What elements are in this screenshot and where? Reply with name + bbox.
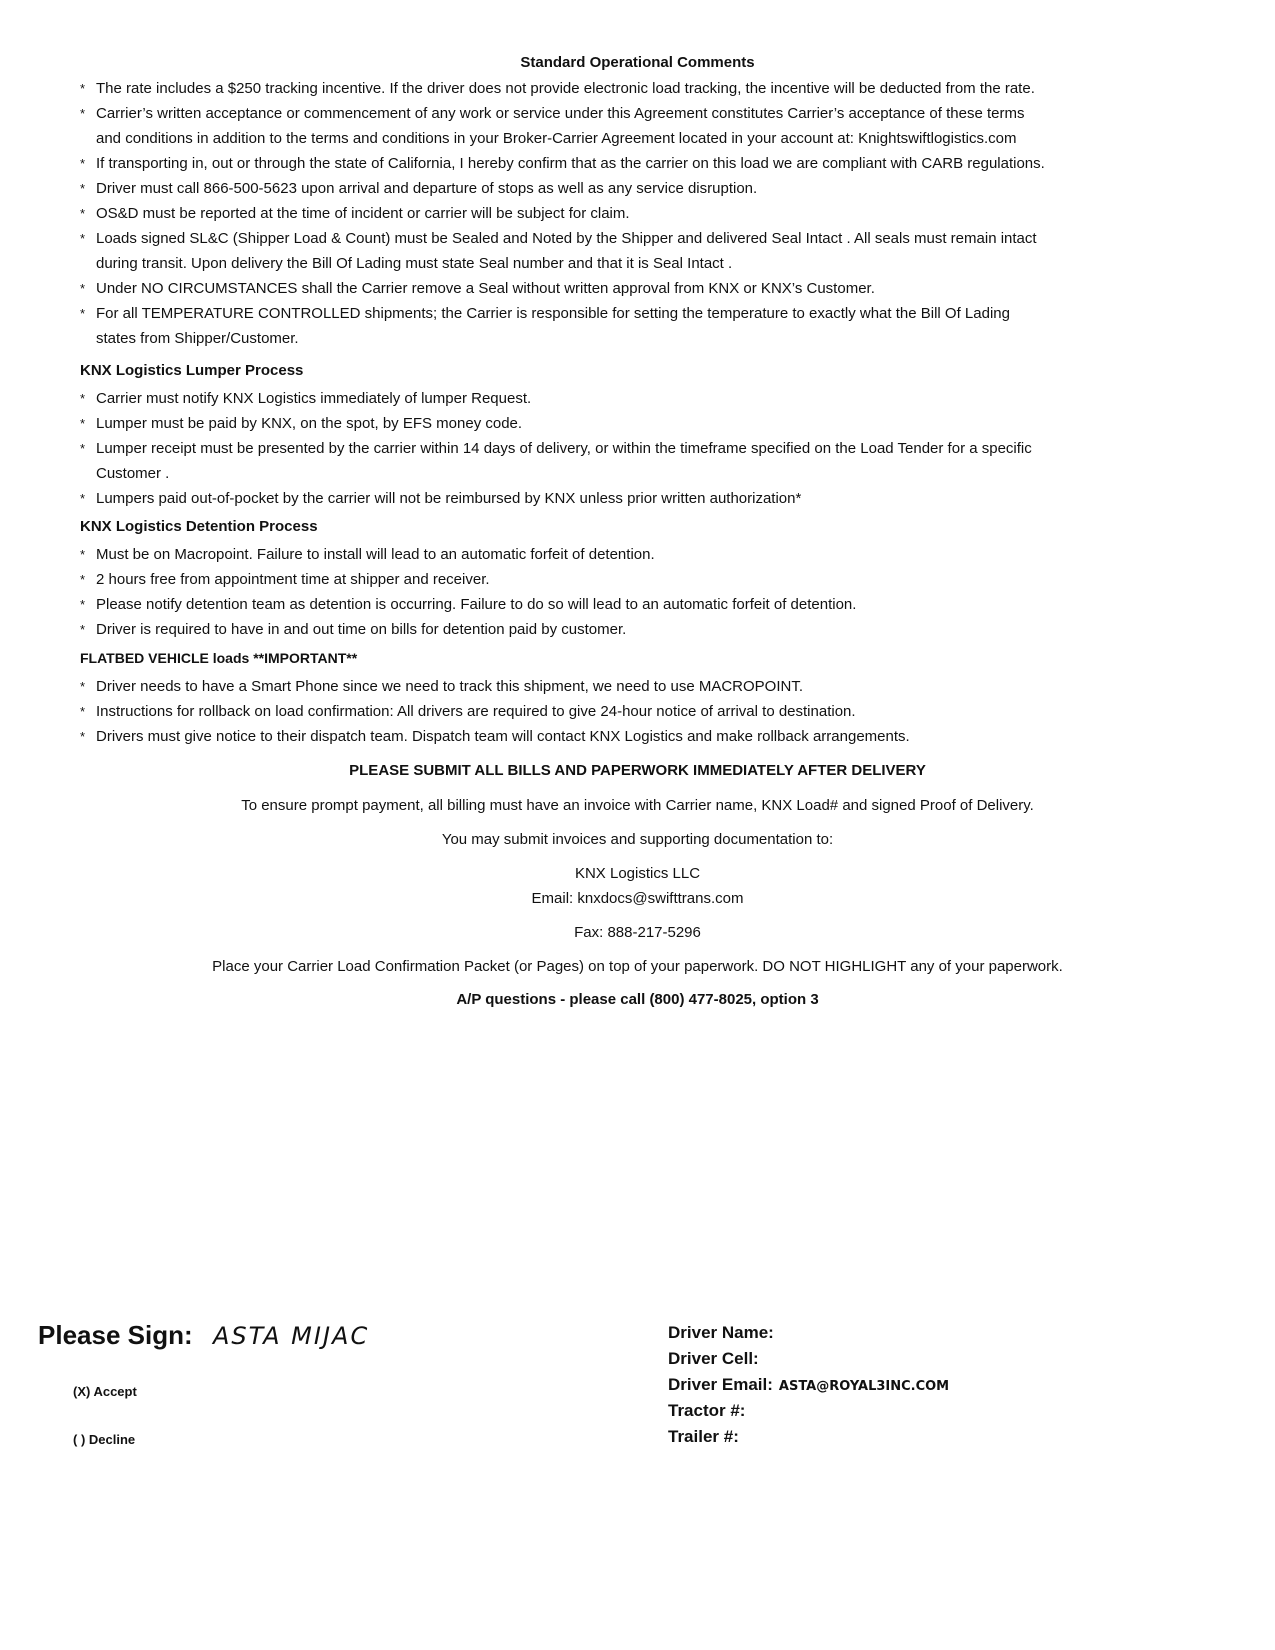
standard-bullet	[80, 201, 1190, 226]
bullet-marker: *	[80, 306, 86, 321]
standard-bullet	[80, 76, 1190, 101]
docs-fax: Fax: 888-217-5296	[574, 924, 701, 941]
submit-to-text: You may submit invoices and supporting documentation to:	[441, 831, 834, 848]
bullet-text-line: For all TEMPERATURE CONTROLLED shipments; the Carrier is responsible for setting the temperature to exactly what the Bill Of Lading	[96, 305, 1010, 322]
bullet-text-line: and conditions in addition to the terms and conditions in your Broker-Carrier Agreement located in your account at: Knightswiftlogistics.com	[96, 130, 1017, 147]
bullet-text-line: Driver needs to have a Smart Phone since we need to track this shipment, we need to use MACROPOINT.	[96, 678, 803, 695]
tractor-label: Tractor #:	[668, 1401, 746, 1420]
lumper-bullet	[80, 486, 1190, 511]
trailer-label: Trailer #:	[668, 1427, 739, 1446]
bullet-text-line: The rate includes a $250 tracking incentive. If the driver does not provide electronic load tracking, the incentive will be deducted from the rate.	[96, 80, 1035, 97]
ap-questions-text: A/P questions - please call (800) 477-8025, option 3	[456, 991, 819, 1008]
bullet-text-line: Please notify detention team as detention is occurring. Failure to do so will lead to an automatic forfeit of detention.	[96, 596, 857, 613]
bullet-marker: *	[80, 704, 86, 719]
submit-paperwork-title: PLEASE SUBMIT ALL BILLS AND PAPERWORK IMMEDIATELY AFTER DELIVERY	[349, 762, 926, 779]
bullet-text-line: Lumper must be paid by KNX, on the spot, by EFS money code.	[96, 415, 523, 432]
standard-bullet	[80, 301, 1190, 351]
detention-bullet	[80, 592, 1190, 617]
bullet-marker: *	[80, 391, 86, 406]
driver-email-value: ASTA@ROYAL3INC.COM	[778, 1379, 950, 1394]
decline-option[interactable]: ( ) Decline	[73, 1432, 136, 1447]
bullet-marker: *	[80, 416, 86, 431]
bullet-marker: *	[80, 156, 86, 171]
standard-bullet	[80, 176, 1190, 201]
bullet-text-line: states from Shipper/Customer.	[96, 330, 299, 347]
standard-bullet	[80, 101, 1190, 151]
bullet-text-line: during transit. Upon delivery the Bill Of Lading must state Seal number and that it is Seal Intact .	[96, 255, 733, 272]
bullet-text-line: Must be on Macropoint. Failure to install will lead to an automatic forfeit of detention.	[96, 546, 655, 563]
prompt-payment-text: To ensure prompt payment, all billing must have an invoice with Carrier name, KNX Load# and signed Proof of Delivery.	[241, 797, 1034, 814]
bullet-text-line: Carrier must notify KNX Logistics immediately of lumper Request.	[96, 390, 532, 407]
bullet-marker: *	[80, 729, 86, 744]
bullet-text-line: Lumper receipt must be presented by the carrier within 14 days of delivery, or within the timeframe specified on the Load Tender for a specific	[96, 440, 1032, 457]
detention-bullet	[80, 542, 1190, 567]
bullet-marker: *	[80, 206, 86, 221]
bullet-marker: *	[80, 491, 86, 506]
bullet-text-line: OS&D must be reported at the time of incident or carrier will be subject for claim.	[96, 205, 630, 222]
driver-cell-label: Driver Cell:	[668, 1349, 759, 1368]
bullet-text-line: 2 hours free from appointment time at shipper and receiver.	[96, 571, 490, 588]
bullet-marker: *	[80, 622, 86, 637]
flatbed-bullet	[80, 724, 1190, 749]
please-sign-label: Please Sign:	[38, 1320, 193, 1350]
bullet-marker: *	[80, 81, 86, 96]
bullet-text-line: Lumpers paid out-of-pocket by the carrier will not be reimbursed by KNX unless prior written authorization*	[96, 490, 802, 507]
bullet-text-line: Carrier’s written acceptance or commencement of any work or service under this Agreement constitutes Carrier’s acceptance of these terms	[96, 105, 1025, 122]
bullet-text-line: If transporting in, out or through the state of California, I hereby confirm that as the carrier on this load we are compliant with CARB regulations.	[96, 155, 1045, 172]
bullet-marker: *	[80, 281, 86, 296]
standard-comments-title: Standard Operational Comments	[520, 54, 755, 71]
standard-bullet	[80, 151, 1190, 176]
lumper-bullet	[80, 436, 1190, 486]
place-packet-text: Place your Carrier Load Confirmation Packet (or Pages) on top of your paperwork. DO NOT HIGHLIGHT any of your paperwork.	[212, 958, 1063, 975]
lumper-bullet	[80, 411, 1190, 436]
bullet-text-line: Instructions for rollback on load confirmation: All drivers are required to give 24-hour notice of arrival to destination.	[96, 703, 856, 720]
detention-process-title: KNX Logistics Detention Process	[80, 518, 318, 535]
lumper-process-title: KNX Logistics Lumper Process	[80, 362, 304, 379]
lumper-bullet	[80, 386, 1190, 411]
detention-bullet	[80, 567, 1190, 592]
bullet-marker: *	[80, 441, 86, 456]
bullet-text-line: Drivers must give notice to their dispatch team. Dispatch team will contact KNX Logistics and make rollback arrangements.	[96, 728, 910, 745]
bullet-text-line: Under NO CIRCUMSTANCES shall the Carrier remove a Seal without written approval from KNX or KNX’s Customer.	[96, 280, 875, 297]
bullet-marker: *	[80, 106, 86, 121]
company-name: KNX Logistics LLC	[574, 865, 701, 882]
bullet-text-line: Customer .	[96, 465, 170, 482]
bullet-marker: *	[80, 597, 86, 612]
flatbed-bullet	[80, 699, 1190, 724]
flatbed-bullet	[80, 674, 1190, 699]
standard-bullet	[80, 276, 1190, 301]
driver-email-label: Driver Email:	[668, 1375, 773, 1394]
bullet-text-line: Driver is required to have in and out time on bills for detention paid by customer.	[96, 621, 627, 638]
driver-name-label: Driver Name:	[668, 1323, 774, 1342]
bullet-text-line: Loads signed SL&C (Shipper Load & Count) must be Sealed and Noted by the Shipper and delivered Seal Intact . All seals must remain intact	[96, 230, 1037, 247]
bullet-marker: *	[80, 572, 86, 587]
bullet-marker: *	[80, 679, 86, 694]
bullet-text-line: Driver must call 866-500-5623 upon arrival and departure of stops as well as any service disruption.	[96, 180, 758, 197]
bullet-marker: *	[80, 181, 86, 196]
signature-name[interactable]: ASTA MIJAC	[213, 1322, 370, 1350]
detention-bullet	[80, 617, 1190, 642]
accept-option[interactable]: (X) Accept	[73, 1384, 137, 1399]
bullet-marker: *	[80, 231, 86, 246]
flatbed-title: FLATBED VEHICLE loads **IMPORTANT**	[80, 650, 358, 666]
driver-email-row	[668, 1375, 949, 1395]
standard-bullet	[80, 226, 1190, 276]
bullet-marker: *	[80, 547, 86, 562]
docs-email: Email: knxdocs@swifttrans.com	[531, 890, 744, 907]
